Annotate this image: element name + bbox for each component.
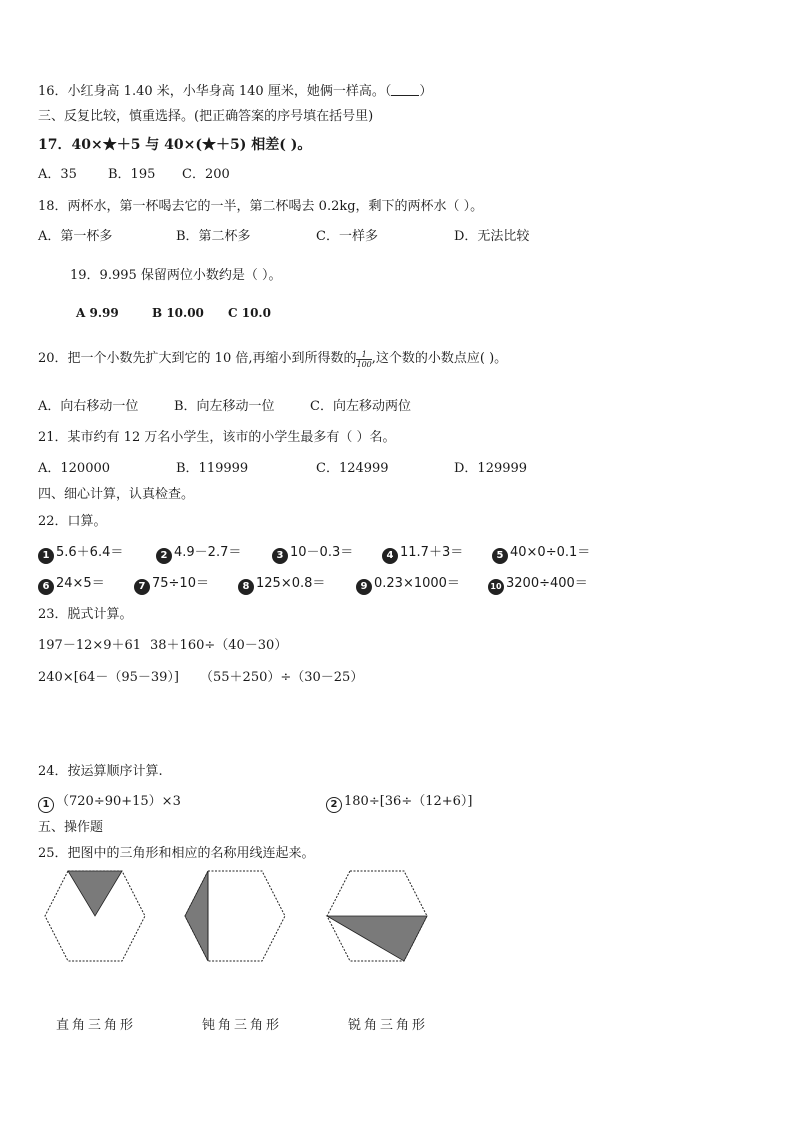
- q18-option-a[interactable]: A．第一杯多: [38, 229, 113, 244]
- question-16: 16．小红身高 1.40 米，小华身高 140 厘米，她俩一样高。（ ）: [38, 84, 433, 99]
- mental-math-item: 10 3200÷400＝: [488, 576, 588, 595]
- label-obtuse-triangle[interactable]: 钝角三角形: [202, 1018, 283, 1033]
- q19-option-a[interactable]: A 9.99: [76, 306, 119, 320]
- q18-option-c[interactable]: C．一样多: [316, 229, 378, 244]
- label-acute-triangle[interactable]: 锐角三角形: [348, 1018, 429, 1033]
- mental-math-item: 8 125×0.8＝: [238, 576, 325, 595]
- q20-option-a[interactable]: A．向右移动一位: [38, 399, 139, 414]
- mental-math-item: 1 5.6＋6.4＝: [38, 545, 123, 564]
- question-16-text: 16．小红身高 1.40 米，小华身高 140 厘米，她俩一样高。（: [38, 84, 392, 99]
- question-23-title: 23．脱式计算。: [38, 607, 133, 622]
- section-3-heading: 三、反复比较，慎重选择。(把正确答案的序号填在括号里): [38, 109, 374, 124]
- question-20: 20．把一个小数先扩大到它的 10 倍,再缩小到所得数的 $\frac{1}{100}$ ,这个数的小数点应( )。: [38, 350, 508, 369]
- step-calc-item: 240×[64－（95－39）]: [38, 670, 179, 685]
- q21-option-b[interactable]: B．119999: [176, 461, 249, 476]
- hexagon-acute-triangle-figure[interactable]: [324, 868, 430, 964]
- q17-option-c[interactable]: C．200: [182, 167, 230, 182]
- q21-option-c[interactable]: C．124999: [316, 461, 389, 476]
- q17-option-a[interactable]: A．35: [38, 167, 77, 182]
- question-25-title: 25．把图中的三角形和相应的名称用线连起来。: [38, 846, 315, 861]
- mental-math-item: 9 0.23×1000＝: [356, 576, 460, 595]
- q19-option-b[interactable]: B 10.00: [152, 306, 204, 320]
- fraction: $\frac{1}{100}$: [356, 350, 372, 369]
- hexagon-right-triangle-figure[interactable]: [42, 868, 148, 964]
- order-calc-item: 1 （720÷90+15）×3: [38, 794, 181, 813]
- q18-option-b[interactable]: B．第二杯多: [176, 229, 251, 244]
- step-calc-item: 197－12×9＋61: [38, 638, 142, 653]
- q21-option-a[interactable]: A．120000: [38, 461, 111, 476]
- q18-option-d[interactable]: D．无法比较: [454, 229, 530, 244]
- mental-math-item: 7 75÷10＝: [134, 576, 209, 595]
- question-17-text: 17．40×★＋5 与 40×(★＋5) 相差( )。: [38, 137, 312, 153]
- mental-math-item: 6 24×5＝: [38, 576, 105, 595]
- question-21-text: 21．某市约有 12 万名小学生，该市的小学生最多有（ ）名。: [38, 430, 396, 445]
- label-right-triangle[interactable]: 直角三角形: [56, 1018, 137, 1033]
- q20-option-c[interactable]: C．向左移动两位: [310, 399, 411, 414]
- question-19-text: 19．9.995 保留两位小数约是（ ）。: [70, 268, 282, 283]
- question-18-text: 18．两杯水，第一杯喝去它的一半，第二杯喝去 0.2kg，剩下的两杯水（ ）。: [38, 199, 484, 214]
- mental-math-item: 5 40×0÷0.1＝: [492, 545, 590, 564]
- step-calc-item: （55＋250）÷（30－25）: [200, 670, 364, 685]
- answer-blank[interactable]: [391, 83, 419, 96]
- section-5-heading: 五、操作题: [38, 820, 104, 835]
- q20-option-b[interactable]: B．向左移动一位: [174, 399, 275, 414]
- step-calc-item: 38＋160÷（40－30）: [150, 638, 288, 653]
- q21-option-d[interactable]: D．129999: [454, 461, 528, 476]
- hexagon-obtuse-triangle-figure[interactable]: [182, 868, 288, 964]
- mental-math-item: 2 4.9－2.7＝: [156, 545, 241, 564]
- q19-option-c[interactable]: C 10.0: [228, 306, 271, 320]
- section-4-heading: 四、细心计算，认真检查。: [38, 487, 195, 502]
- order-calc-item: 2 180÷[36÷（12+6）]: [326, 794, 473, 813]
- question-22-title: 22．口算。: [38, 514, 107, 529]
- mental-math-item: 3 10－0.3＝: [272, 545, 353, 564]
- mental-math-item: 4 11.7＋3＝: [382, 545, 463, 564]
- question-24-title: 24．按运算顺序计算.: [38, 764, 163, 779]
- q17-option-b[interactable]: B．195: [108, 167, 156, 182]
